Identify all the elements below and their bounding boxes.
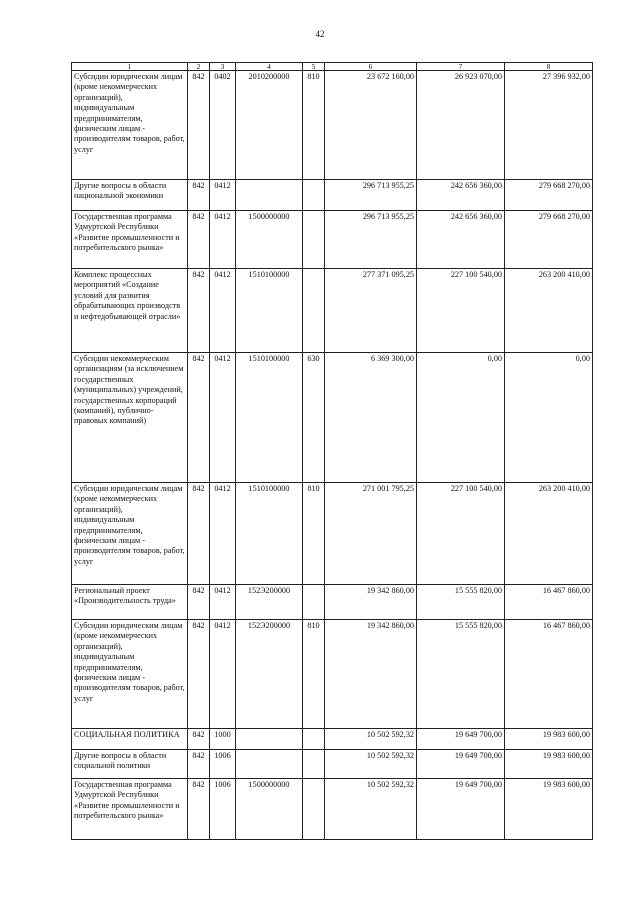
ministry-code-cell: 842 — [188, 729, 210, 750]
column-number: 6 — [325, 63, 417, 71]
amount-cell: 6 369 300,00 — [325, 353, 417, 483]
section-code-cell: 0412 — [210, 269, 236, 353]
column-number: 3 — [210, 63, 236, 71]
section-code-cell: 1006 — [210, 750, 236, 779]
item-name-cell: Комплекс процессных мероприятий «Создание условий для развития обрабатывающих производств и нефтедобывающей отрасли» — [72, 269, 188, 353]
table-row — [72, 779, 593, 840]
item-name-cell: Другие вопросы в области национальной экономики — [72, 180, 188, 211]
amount-cell: 10 502 592,32 — [325, 750, 417, 779]
section-code-cell: 0412 — [210, 353, 236, 483]
column-number: 1 — [72, 63, 188, 71]
column-number: 5 — [303, 63, 325, 71]
section-code-cell: 0412 — [210, 180, 236, 211]
table-row — [72, 71, 593, 180]
amount-cell: 296 713 955,25 — [325, 211, 417, 269]
expense-type-cell — [303, 585, 325, 620]
item-name-cell: Субсидии юридическим лицам (кроме некоммерческих организаций), индивидуальным предпринимателям, физическим лицам - производителям товаров, работ, услуг — [72, 483, 188, 585]
amount-cell: 27 396 932,00 — [505, 71, 593, 180]
amount-cell: 16 467 860,00 — [505, 585, 593, 620]
amount-cell: 26 923 070,00 — [417, 71, 505, 180]
section-code-cell: 0412 — [210, 620, 236, 729]
expense-type-cell: 810 — [303, 620, 325, 729]
section-code-cell: 1006 — [210, 779, 236, 840]
ministry-code-cell: 842 — [188, 779, 210, 840]
table-row — [72, 211, 593, 269]
amount-cell: 271 001 795,25 — [325, 483, 417, 585]
amount-cell: 19 983 600,00 — [505, 729, 593, 750]
amount-cell: 19 342 860,00 — [325, 585, 417, 620]
amount-cell: 15 555 820,00 — [417, 585, 505, 620]
ministry-code-cell: 842 — [188, 71, 210, 180]
expense-type-cell — [303, 211, 325, 269]
table-row — [72, 585, 593, 620]
amount-cell: 242 656 360,00 — [417, 180, 505, 211]
expense-type-cell: 810 — [303, 483, 325, 585]
amount-cell: 242 656 360,00 — [417, 211, 505, 269]
table-row — [72, 620, 593, 729]
amount-cell: 19 649 700,00 — [417, 779, 505, 840]
amount-cell: 23 672 160,00 — [325, 71, 417, 180]
table-row — [72, 353, 593, 483]
expense-type-cell — [303, 180, 325, 211]
target-article-cell: 1510100000 — [236, 483, 303, 585]
target-article-cell: 1500000000 — [236, 211, 303, 269]
column-number-row — [72, 63, 593, 71]
budget-table — [71, 62, 593, 840]
column-number: 7 — [417, 63, 505, 71]
target-article-cell: 152Э200000 — [236, 620, 303, 729]
amount-cell: 279 668 270,00 — [505, 180, 593, 211]
amount-cell: 0,00 — [417, 353, 505, 483]
item-name-cell: Субсидии юридическим лицам (кроме некоммерческих организаций), индивидуальным предпринимателям, физическим лицам - производителям товаров, работ, услуг — [72, 71, 188, 180]
amount-cell: 10 502 592,32 — [325, 729, 417, 750]
page-number: 42 — [315, 29, 325, 39]
column-number: 8 — [505, 63, 593, 71]
item-name-cell: Субсидии некоммерческим организациям (за исключением государственных (муниципальных) учреждений, государственных корпораций (компаний), публично-правовых компаний) — [72, 353, 188, 483]
table-row — [72, 269, 593, 353]
ministry-code-cell: 842 — [188, 353, 210, 483]
amount-cell: 19 983 600,00 — [505, 779, 593, 840]
target-article-cell — [236, 729, 303, 750]
amount-cell: 277 371 095,25 — [325, 269, 417, 353]
section-code-cell: 0402 — [210, 71, 236, 180]
item-name-cell: Государственная программа Удмуртской Республики «Развитие промышленности и потребительского рынка» — [72, 779, 188, 840]
amount-cell: 19 342 860,00 — [325, 620, 417, 729]
item-name-cell: Государственная программа Удмуртской Республики «Развитие промышленности и потребительского рынка» — [72, 211, 188, 269]
section-code-cell: 0412 — [210, 585, 236, 620]
target-article-cell: 1510100000 — [236, 353, 303, 483]
expense-type-cell — [303, 750, 325, 779]
item-name-cell: Другие вопросы в области социальной политики — [72, 750, 188, 779]
section-code-cell: 1000 — [210, 729, 236, 750]
expense-type-cell — [303, 779, 325, 840]
amount-cell: 227 100 540,00 — [417, 269, 505, 353]
item-name-cell: СОЦИАЛЬНАЯ ПОЛИТИКА — [72, 729, 188, 750]
expense-type-cell — [303, 269, 325, 353]
amount-cell: 19 649 700,00 — [417, 729, 505, 750]
amount-cell: 263 200 410,00 — [505, 269, 593, 353]
ministry-code-cell: 842 — [188, 750, 210, 779]
target-article-cell: 152Э200000 — [236, 585, 303, 620]
expense-type-cell: 810 — [303, 71, 325, 180]
amount-cell: 279 668 270,00 — [505, 211, 593, 269]
ministry-code-cell: 842 — [188, 585, 210, 620]
amount-cell: 10 502 592,32 — [325, 779, 417, 840]
column-number: 2 — [188, 63, 210, 71]
section-code-cell: 0412 — [210, 483, 236, 585]
ministry-code-cell: 842 — [188, 483, 210, 585]
column-number: 4 — [236, 63, 303, 71]
table-row — [72, 750, 593, 779]
amount-cell: 263 200 410,00 — [505, 483, 593, 585]
expense-type-cell — [303, 729, 325, 750]
amount-cell: 227 100 540,00 — [417, 483, 505, 585]
target-article-cell: 2010200000 — [236, 71, 303, 180]
ministry-code-cell: 842 — [188, 180, 210, 211]
amount-cell: 16 467 860,00 — [505, 620, 593, 729]
expense-type-cell: 630 — [303, 353, 325, 483]
target-article-cell: 1500000000 — [236, 779, 303, 840]
target-article-cell: 1510100000 — [236, 269, 303, 353]
ministry-code-cell: 842 — [188, 211, 210, 269]
section-code-cell: 0412 — [210, 211, 236, 269]
item-name-cell: Субсидии юридическим лицам (кроме некоммерческих организаций), индивидуальным предпринимателям, физическим лицам - производителям товаров, работ, услуг — [72, 620, 188, 729]
ministry-code-cell: 842 — [188, 269, 210, 353]
amount-cell: 15 555 820,00 — [417, 620, 505, 729]
target-article-cell — [236, 180, 303, 211]
amount-cell: 0,00 — [505, 353, 593, 483]
amount-cell: 19 649 700,00 — [417, 750, 505, 779]
table-row — [72, 483, 593, 585]
amount-cell: 296 713 955,25 — [325, 180, 417, 211]
table-body — [72, 71, 593, 840]
table-row — [72, 180, 593, 211]
table-row — [72, 729, 593, 750]
item-name-cell: Региональный проект «Производительность труда» — [72, 585, 188, 620]
ministry-code-cell: 842 — [188, 620, 210, 729]
target-article-cell — [236, 750, 303, 779]
amount-cell: 19 983 600,00 — [505, 750, 593, 779]
